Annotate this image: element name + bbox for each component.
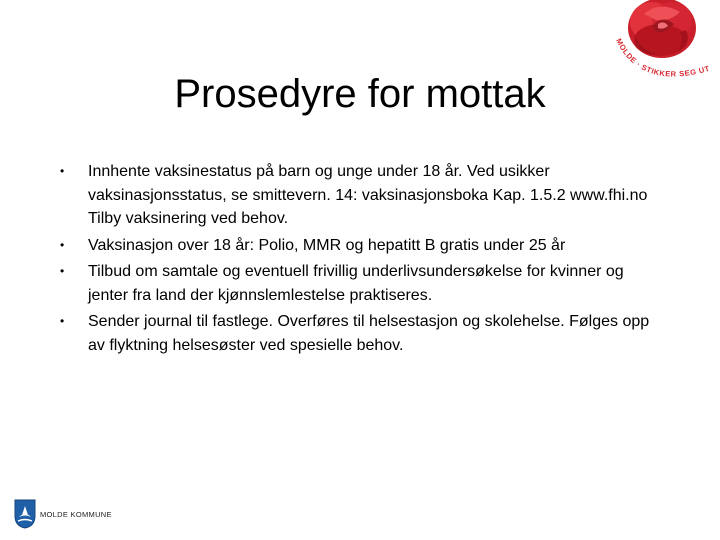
kommune-label: MOLDE KOMMUNE xyxy=(40,509,112,519)
bullet-marker: • xyxy=(60,237,65,252)
bullet-list xyxy=(56,160,656,360)
bullet-text: Sender journal til fastlege. Overføres til helsestasjon og skolehelse. Følges opp av flyktning helsesøster ved spesielle behov. xyxy=(88,313,650,354)
rose-logo-caption: MOLDE · STIKKER SEG UT xyxy=(614,36,711,79)
bullet-text: Vaksinasjon over 18 år: Polio, MMR og hepatitt B gratis under 25 år xyxy=(88,236,566,254)
list-item xyxy=(56,234,656,258)
list-item xyxy=(56,160,656,231)
bullet-marker: • xyxy=(60,164,65,178)
list-item xyxy=(56,310,656,357)
bullet-marker: • xyxy=(60,314,65,328)
coat-of-arms-icon xyxy=(14,499,36,529)
bullet-marker: • xyxy=(60,264,65,278)
bullet-text: Tilbud om samtale og eventuell frivillig underlivsundersøkelse for kvinner og jenter fra land der kjønnslemlestelse praktiseres. xyxy=(88,263,624,304)
bullet-text: Innhente vaksinestatus på barn og unge under 18 år. Ved usikker vaksinasjonsstatus, se smittevern. 14: vaksinasjonsboka Kap. 1.5.2 www.fhi.no Tilby vaksinering ved behov. xyxy=(88,163,648,227)
list-item xyxy=(56,260,656,307)
slide-title: Prosedyre for mottak xyxy=(174,72,546,116)
molde-kommune-logo xyxy=(14,498,112,530)
